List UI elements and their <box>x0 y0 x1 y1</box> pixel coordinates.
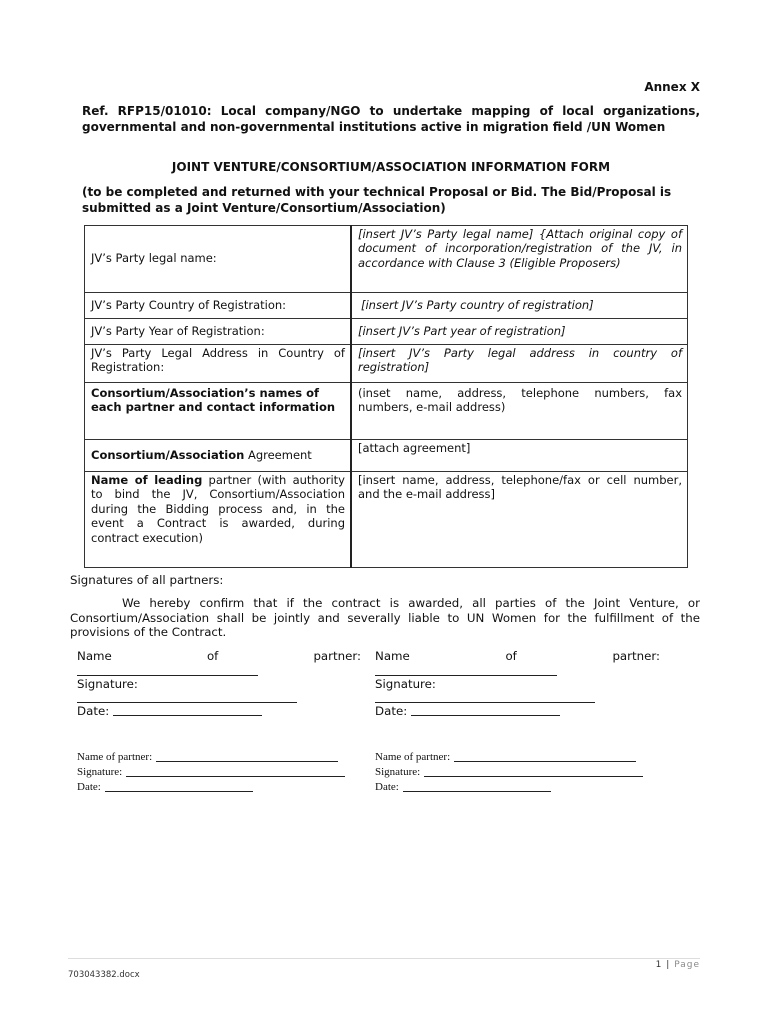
partner-4-signature-block <box>375 750 643 795</box>
legal-address-label: JV’s Party Legal Address in Country of Registration: <box>85 345 352 383</box>
country-registration-label: JV’s Party Country of Registration: <box>85 293 352 319</box>
date-label: Date: <box>77 704 110 718</box>
partner-word: partner: <box>612 649 660 663</box>
serif-signature-field[interactable] <box>126 776 345 777</box>
legal-address-value: [insert JV’s Party legal address in country of registration] <box>351 345 688 383</box>
partner-2-signature-block <box>375 649 660 718</box>
serif-signature-label: Signature: <box>375 766 421 778</box>
serif-name-field[interactable] <box>454 761 636 762</box>
of-word: of <box>505 649 517 663</box>
partner-name-field[interactable] <box>375 675 557 676</box>
name-word: Name <box>375 649 410 663</box>
date-field[interactable] <box>411 715 560 716</box>
leading-partner-label-bold: Name of leading <box>91 473 203 487</box>
agreement-label-rest: Agreement <box>244 447 312 462</box>
serif-date-field[interactable] <box>105 791 253 792</box>
serif-name-label: Name of partner: <box>375 751 451 763</box>
serif-signature-row <box>77 765 345 780</box>
page-separator: | <box>666 960 671 970</box>
page-number-value: 1 <box>655 960 663 970</box>
leading-partner-value: [insert name, address, telephone/fax or cell number, and the e-mail address] <box>351 472 688 568</box>
signatures-intro: Signatures of all partners: <box>70 573 224 587</box>
serif-date-row <box>77 780 345 795</box>
name-word: Name <box>77 649 112 663</box>
page-number <box>656 960 700 970</box>
of-word: of <box>206 649 219 663</box>
agreement-value: [attach agreement] <box>351 440 688 472</box>
date-label: Date: <box>375 704 408 718</box>
annex-label: Annex X <box>644 80 700 94</box>
year-registration-value: [insert JV’s Part year of registration] <box>351 319 688 345</box>
serif-signature-field[interactable] <box>424 776 643 777</box>
footer-divider <box>68 958 700 959</box>
party-legal-name-value: [insert JV’s Party legal name] {Attach original copy of document of incorporation/registration of the JV, in accordance with Clause 3 (Eligible Proposers) <box>351 226 688 293</box>
table-row <box>85 345 688 383</box>
signature-field[interactable] <box>77 702 297 703</box>
leading-partner-label <box>85 472 352 568</box>
partner-name-line <box>77 649 361 663</box>
jv-information-table <box>84 225 688 568</box>
leading-partner-label-rest: partner (with authority to bind the JV, Consortium/Association during the Bidding process and, in the event a Contract is awarded, during contract execution) <box>91 473 345 545</box>
year-registration-label: JV’s Party Year of Registration: <box>85 319 352 345</box>
date-row <box>77 704 361 718</box>
serif-date-label: Date: <box>375 781 399 793</box>
serif-name-label: Name of partner: <box>77 751 153 763</box>
serif-name-field[interactable] <box>156 761 338 762</box>
partners-contact-value: (inset name, address, telephone numbers, fax numbers, e-mail address) <box>351 383 688 440</box>
partner-3-signature-block <box>77 750 345 795</box>
country-registration-value: [insert JV’s Party country of registration] <box>351 293 688 319</box>
date-row <box>375 704 660 718</box>
page-word: Page <box>674 960 700 970</box>
reference-heading: Ref. RFP15/01010: Local company/NGO to undertake mapping of local organizations, governmental and non-governmental institutions active in migration field /UN Women <box>82 104 700 134</box>
signature-label: Signature: <box>77 677 138 691</box>
table-row <box>85 440 688 472</box>
serif-date-label: Date: <box>77 781 101 793</box>
form-instructions: (to be completed and returned with your technical Proposal or Bid. The Bid/Proposal is submitted as a Joint Venture/Consortium/Association) <box>82 185 672 215</box>
partner-name-line <box>375 649 660 663</box>
table-row <box>85 472 688 568</box>
serif-date-row <box>375 780 643 795</box>
agreement-label <box>85 440 352 472</box>
signature-field[interactable] <box>375 702 595 703</box>
serif-date-field[interactable] <box>403 791 551 792</box>
partner-word: partner: <box>313 649 361 663</box>
party-legal-name-label: JV’s Party legal name: <box>85 226 352 293</box>
serif-name-row <box>375 750 643 765</box>
partner-1-signature-block <box>77 649 361 718</box>
serif-signature-row <box>375 765 643 780</box>
table-row <box>85 293 688 319</box>
date-field[interactable] <box>113 715 262 716</box>
serif-signature-label: Signature: <box>77 766 123 778</box>
partners-contact-label: Consortium/Association’s names of each partner and contact information <box>85 383 352 440</box>
table-row <box>85 226 688 293</box>
liability-confirmation: We hereby confirm that if the contract is awarded, all parties of the Joint Venture, or Consortium/Association shall be jointly and severally liable to UN Women for the fulfillment of the provisions of the Contract. <box>70 596 700 639</box>
agreement-label-bold: Consortium/Association <box>91 447 245 462</box>
partner-name-field[interactable] <box>77 675 258 676</box>
document-filename: 703043382.docx <box>68 970 140 980</box>
serif-name-row <box>77 750 345 765</box>
form-title: JOINT VENTURE/CONSORTIUM/ASSOCIATION INFORMATION FORM <box>171 160 611 174</box>
signature-label: Signature: <box>375 677 436 691</box>
table-row <box>85 319 688 345</box>
table-row <box>85 383 688 440</box>
